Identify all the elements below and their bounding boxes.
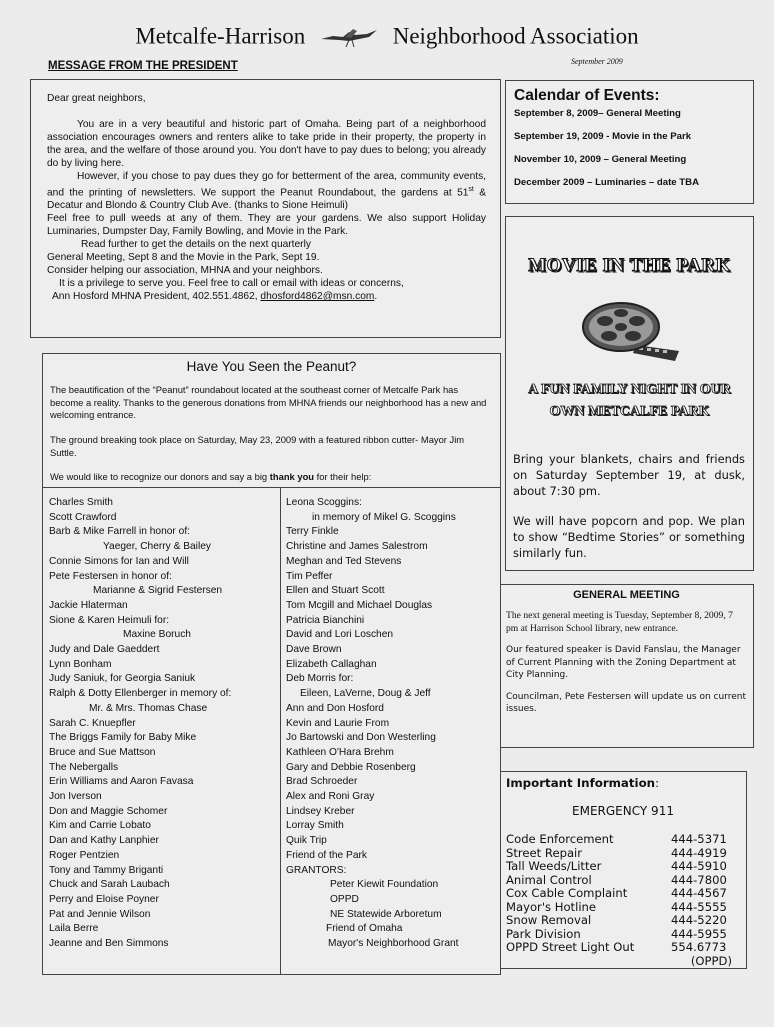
article-paragraph: We would like to recognize our donors and say a big thank you for their help: — [50, 471, 372, 482]
donor: Sione & Karen Heimuli for: — [49, 614, 170, 626]
donor: Christine and James Salestrom — [286, 541, 428, 553]
article-paragraph: The ground breaking took place on Saturday, May 23, 2009 with a featured ribbon cutter- Mayor Jim Suttle. — [50, 434, 465, 458]
peanut-article — [42, 353, 501, 975]
donor: The Briggs Family for Baby Mike — [49, 732, 197, 744]
calendar-of-events — [505, 80, 754, 204]
phone-row: OPPD Street Light Out 554.6773 — [506, 940, 727, 954]
org-name-left: Metcalfe-Harrison — [135, 23, 306, 49]
org-name-right: Neighborhood Association — [392, 23, 639, 49]
donor: Dan and Kathy Lanphier — [49, 835, 159, 847]
donor: Jon Iverson — [49, 791, 102, 803]
donor: Jeanne and Ben Simmons — [49, 938, 169, 950]
donor: Pete Festersen in honor of: — [49, 570, 172, 582]
donor: Eileen, LaVerne, Doug & Jeff — [300, 688, 431, 700]
donor: Alex and Roni Gray — [286, 791, 375, 803]
donor: Brad Schroeder — [286, 776, 358, 788]
issue-date: September 2009 — [571, 57, 623, 66]
donor: Don and Maggie Schomer — [49, 805, 168, 817]
meeting-info: The next general meeting is Tuesday, September 8, 2009, 7 pm at Harrison School library, new entrance. — [506, 610, 733, 634]
phone-row: Code Enforcement 444-5371 — [506, 832, 727, 846]
grantor: Friend of Omaha — [326, 923, 403, 935]
paragraph-4: Read further to get the details on the next quarterly — [81, 239, 311, 251]
donor: Perry and Eloise Poyner — [49, 893, 159, 905]
donor: Jackie Hlaterman — [49, 599, 128, 611]
donor: Patricia Bianchini — [286, 614, 365, 626]
phone-note: (OPPD) — [690, 953, 732, 968]
paragraph-7: It is a privilege to serve you. Feel free to call or email with ideas or concerns, — [59, 278, 404, 290]
donor: Judy Saniuk, for Georgia Saniuk — [49, 673, 196, 685]
calendar-event: September 8, 2009– General Meeting — [514, 108, 681, 119]
donor: Tom Mcgill and Michael Douglas — [286, 599, 433, 611]
masthead — [0, 22, 774, 50]
grantor: NE Statewide Arboretum — [330, 908, 442, 920]
donor: Kevin and Laurie From — [286, 717, 390, 729]
donor: Laila Berre — [49, 923, 99, 935]
section-heading: MESSAGE FROM THE PRESIDENT — [48, 60, 238, 72]
paragraph-3: Feel free to pull weeds at any of them. They are your gardens. We also support Holiday Luminaries, Dumpster Day, Family Bowling, and Movie in the Park. — [47, 213, 486, 238]
meeting-update: Councilman, Pete Festersen will update us on current issues. — [506, 691, 746, 714]
donor: Quik Trip — [286, 835, 327, 847]
meeting-speaker: Our featured speaker is David Fanslau, the Manager of Current Planning with the Zoning Department at City Planning. — [506, 645, 741, 680]
donor: Lorray Smith — [286, 820, 344, 832]
donor: Jo Bartowski and Don Westerling — [286, 732, 436, 744]
donor: Chuck and Sarah Laubach — [49, 879, 170, 891]
phone-row: Animal Control 444-7800 — [506, 872, 727, 887]
grantor: Peter Kiewit Foundation — [330, 879, 439, 891]
donor: Elizabeth Callaghan — [286, 658, 377, 670]
donor: Tony and Tammy Briganti — [49, 864, 164, 876]
article-paragraph: The beautification of the “Peanut” roundabout located at the southeast corner of Metcalfe Park has become a reality. Thanks to the generous donations from MHNA friends our neighborhood has a new and welcoming entrance. — [50, 384, 487, 421]
movie-details: We will have popcorn and pop. We plan to show “Bedtime Stories” or something similarly fun. — [513, 514, 745, 560]
signature: Ann Hosford MHNA President, 402.551.4862, dhosford4862@msn.com. — [52, 291, 378, 303]
donor: GRANTORS: — [286, 864, 347, 876]
movie-details: Bring your blankets, chairs and friends on Saturday September 19, at dusk, about 7:30 pm. — [513, 452, 745, 498]
donor: Lindsey Kreber — [286, 805, 355, 817]
general-meeting-title: GENERAL MEETING — [573, 589, 680, 601]
important-information — [499, 771, 747, 969]
phone-row: Tall Weeds/Litter 444-5910 — [506, 859, 727, 873]
phone-row: Street Repair 444-4919 — [506, 845, 727, 860]
calendar-event: December 2009 – Luminaries – date TBA — [514, 177, 700, 188]
donor-column-right — [286, 496, 496, 952]
paragraph-5: General Meeting, Sept 8 and the Movie in the Park, Sept 19. — [47, 252, 320, 264]
calendar-event: September 19, 2009 - Movie in the Park — [514, 131, 692, 142]
donor: Friend of the Park — [286, 849, 367, 861]
donor: Erin Williams and Aaron Favasa — [49, 776, 194, 788]
donor: Ellen and Stuart Scott — [286, 585, 385, 597]
donor: Tim Peffer — [286, 570, 333, 582]
calendar-title: Calendar of Events: — [514, 87, 660, 104]
donor: Scott Crawford — [49, 511, 117, 523]
donor: Dave Brown — [286, 644, 342, 656]
donor: Kathleen O'Hara Brehm — [286, 746, 394, 758]
donor: Gary and Debbie Rosenberg — [286, 761, 416, 773]
greeting: Dear great neighbors, — [47, 93, 146, 104]
donor: Yaeger, Cherry & Bailey — [103, 541, 211, 553]
general-meeting — [499, 584, 754, 748]
donor: Barb & Mike Farrell in honor of: — [49, 526, 190, 538]
calendar-event: November 10, 2009 – General Meeting — [514, 154, 687, 165]
paragraph-1: You are in a very beautiful and historic part of Omaha. Being part of a neighborhood association encourages owners and renters alike to take pride in their property, the property in the area, and the welfare of those around you. You don't have to pay dues to belong; you already do by living here. — [47, 119, 486, 169]
donor: Marianne & Sigrid Festersen — [93, 585, 223, 597]
paragraph-6: Consider helping our association, MHNA and your neighbors. — [47, 265, 323, 277]
donor: Charles Smith — [49, 497, 113, 508]
phone-row: Mayor's Hotline 444-5555 — [506, 899, 727, 914]
donor: Pat and Jennie Wilson — [49, 908, 151, 920]
donor: Meghan and Ted Stevens — [286, 555, 402, 567]
donor: Ralph & Dotty Ellenberger in memory of: — [49, 688, 232, 700]
grantor: Mayor's Neighborhood Grant — [328, 938, 459, 950]
column-divider — [280, 488, 281, 975]
grantor: OPPD — [330, 893, 359, 905]
donor: Sarah C. Knuepfler — [49, 717, 136, 729]
email-link[interactable]: dhosford4862@msn.com — [260, 291, 375, 303]
donor: Mr. & Mrs. Thomas Chase — [89, 702, 208, 714]
president-message — [30, 79, 501, 338]
donor: Terry Finkle — [286, 526, 339, 538]
phone-row: Cox Cable Complaint 444-4567 — [506, 886, 727, 900]
donor: Lynn Bonham — [49, 658, 112, 670]
donor: Maxine Boruch — [123, 629, 191, 641]
movie-in-the-park — [505, 216, 754, 571]
donor: Ann and Don Hosford — [286, 702, 384, 714]
donor: Judy and Dale Gaeddert — [49, 644, 160, 656]
donor: Roger Pentzien — [49, 849, 120, 861]
film-reel-icon — [581, 301, 681, 363]
donor: Deb Morris for: — [286, 673, 354, 685]
phone-row: Park Division 444-5955 — [506, 926, 727, 941]
donor: Bruce and Sue Mattson — [49, 746, 156, 758]
info-title: Important Information: — [506, 776, 660, 790]
donor: The Nebergalls — [49, 761, 119, 773]
phone-row: Snow Removal 444-5220 — [506, 913, 727, 927]
donor-column-left — [49, 496, 279, 952]
donor-list — [43, 487, 500, 975]
movie-title: MOVIE IN THE PARK — [528, 255, 731, 276]
donor: in memory of Mikel G. Scoggins — [312, 511, 456, 523]
donor: Connie Simons for Ian and Will — [49, 555, 189, 567]
paragraph-2: However, if you chose to pay dues they go for betterment of the area, community events, and the printing of newsletters. We support the Peanut Roundabout, the gardens at 51st & Decatur and Blondo & Country Club Ave. (thanks to Sione Heimuli) — [47, 171, 486, 212]
donor: David and Lori Loschen — [286, 629, 394, 641]
donor: Leona Scoggins: — [286, 497, 362, 508]
article-title: Have You Seen the Peanut? — [186, 359, 357, 374]
emergency-number: EMERGENCY 911 — [572, 804, 674, 818]
heron-logo-icon — [319, 26, 379, 48]
movie-subtitle: A FUN FAMILY NIGHT IN OUR OWN METCALFE PARK — [528, 382, 731, 419]
donor: Kim and Carrie Lobato — [49, 820, 151, 832]
